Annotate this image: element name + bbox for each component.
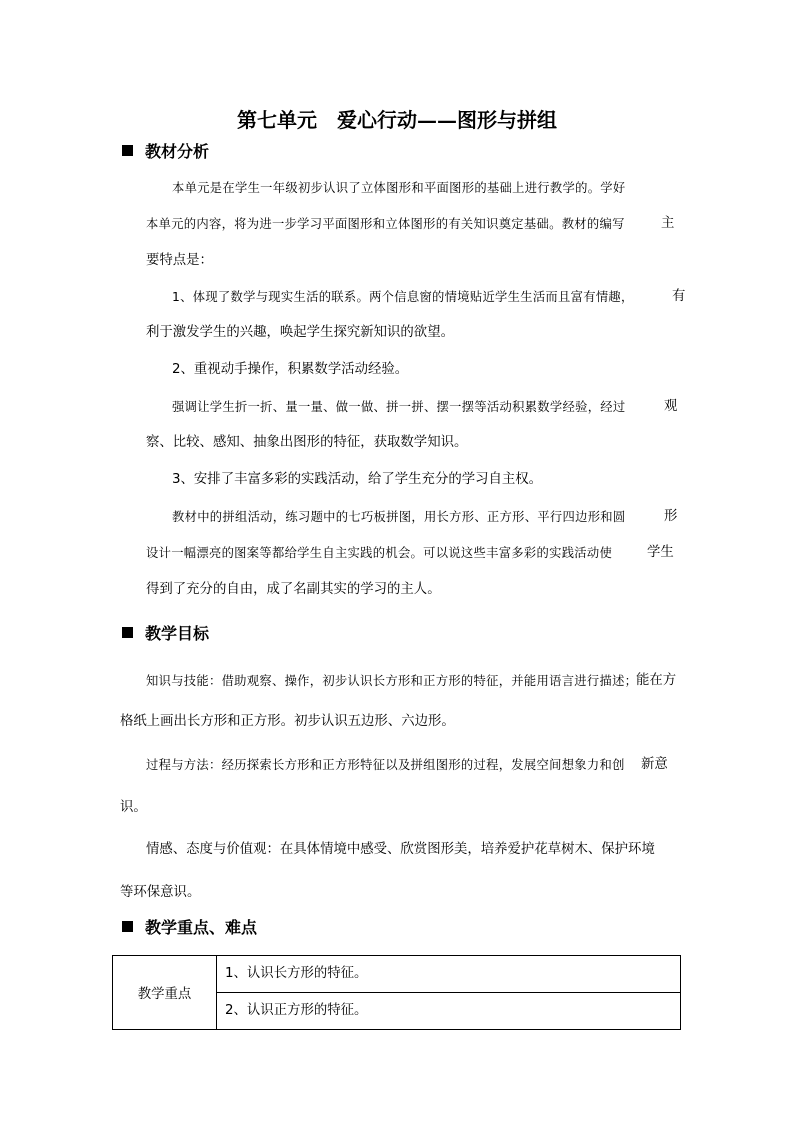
goal-knowledge: 知识与技能：借助观察、操作，初步认识长方形和正方形的特征，并能用语言进行描述； — [146, 674, 638, 688]
page-title: 第七单元 爱心行动——图形与拼组 — [237, 108, 557, 132]
table-label-cell: 教学重点 — [113, 956, 217, 1030]
section-heading-goals: 教学目标 — [122, 621, 209, 644]
analysis-line: 本单元是在学生一年级初步认识了立体图形和平面图形的基础上进行教学的。学好 — [172, 181, 626, 195]
feature-3-detail: 教材中的拼组活动，练习题中的七巧板拼图，用长方形、正方形、平行四边形和圆 — [172, 510, 626, 524]
key-points-table — [112, 955, 681, 1030]
analysis-line: 要特点是： — [146, 253, 213, 268]
feature-1-tail: 有 — [672, 289, 686, 304]
feature-2-detail-tail: 观 — [664, 399, 678, 414]
section-heading-key-points: 教学重点、难点 — [122, 915, 257, 938]
table-cell: 2、认识正方形的特征。 — [217, 993, 681, 1030]
feature-3: 3、安排了丰富多彩的实践活动，给了学生充分的学习自主权。 — [172, 472, 543, 487]
goal-attitude-cont: 等环保意识。 — [120, 885, 201, 900]
table-row — [113, 956, 681, 993]
feature-3-detail2: 设计一幅漂亮的图案等都给学生自主实践的机会。可以说这些丰富多彩的实践活动使 — [146, 546, 613, 560]
section-heading-analysis: 教材分析 — [122, 139, 209, 162]
goal-knowledge-cont: 格纸上画出长方形和正方形。初步认识五边形、六边形。 — [120, 714, 455, 729]
feature-1: 1、体现了数学与现实生活的联系。两个信息窗的情境贴近学生生活而且富有情趣， — [172, 290, 634, 304]
goal-process-tail: 新意 — [641, 757, 668, 772]
square-bullet-icon — [122, 921, 133, 932]
feature-2: 2、重视动手操作，积累数学活动经验。 — [172, 362, 409, 377]
goal-attitude: 情感、态度与价值观：在具体情境中感受、欣赏图形美，培养爱护花草树木、保护环境 — [146, 842, 655, 857]
square-bullet-icon — [122, 145, 133, 156]
feature-1-cont: 利于激发学生的兴趣，唤起学生探究新知识的欲望。 — [146, 325, 454, 340]
goal-knowledge-tail: 能在方 — [636, 673, 677, 688]
feature-2-cont: 察、比较、感知、抽象出图形的特征，获取数学知识。 — [146, 435, 468, 450]
feature-2-detail: 强调让学生折一折、量一量、做一做、拼一拼、摆一摆等活动积累数学经验，经过 — [172, 400, 626, 414]
table-cell: 1、认识长方形的特征。 — [217, 956, 681, 993]
feature-3-cont: 得到了充分的自由，成了名副其实的学习的主人。 — [146, 582, 441, 597]
feature-3-detail-tail: 形 — [664, 509, 678, 524]
goal-process-cont: 识。 — [120, 800, 147, 815]
analysis-line: 本单元的内容，将为进一步学习平面图形和立体图形的有关知识奠定基础。教材的编写 — [146, 217, 625, 231]
square-bullet-icon — [122, 627, 133, 638]
goal-process: 过程与方法：经历探索长方形和正方形特征以及拼组图形的过程，发展空间想象力和创 — [146, 758, 625, 772]
analysis-line-tail: 主 — [661, 216, 675, 231]
feature-3-detail2-tail: 学生 — [647, 545, 674, 560]
